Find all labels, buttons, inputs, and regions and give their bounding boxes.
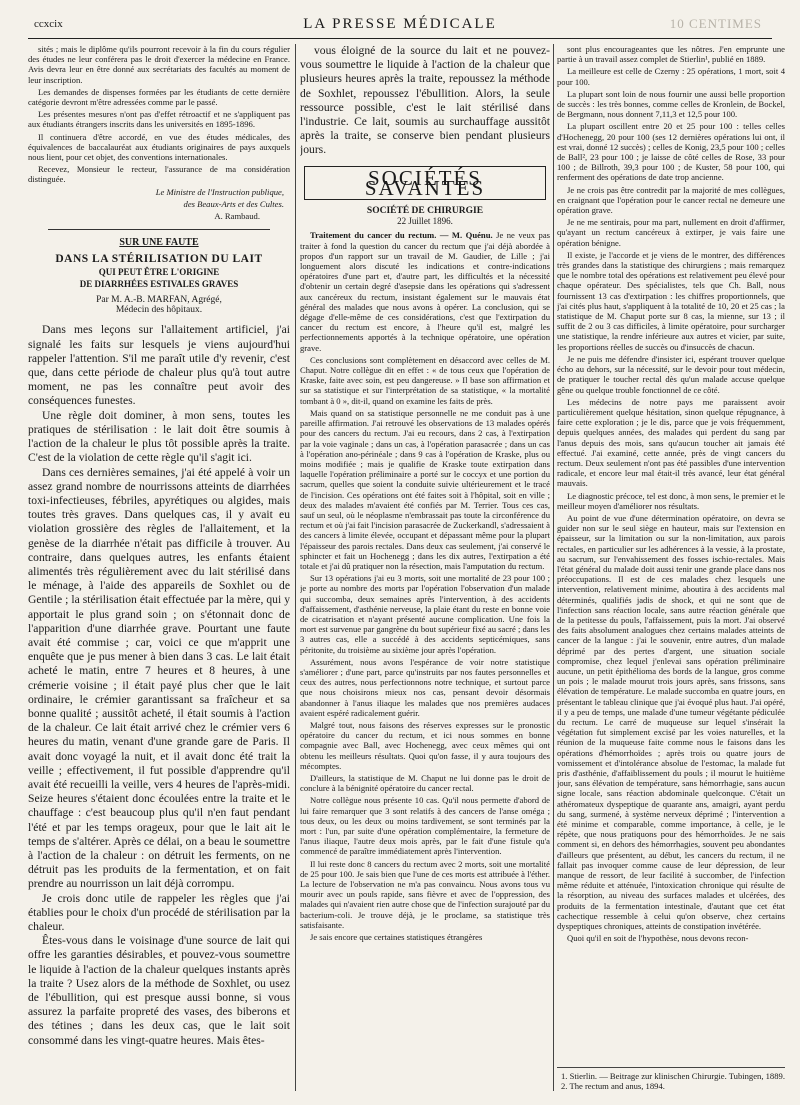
paragraph: Le diagnostic précoce, tel est donc, à mon sens, le premier et le meilleur moyen d'améliorer nos résultats.: [557, 490, 785, 511]
paragraph: Assurément, nous avons l'espérance de voir notre statistique s'améliorer ; d'une part, parce qu'instruits par nos fautes personnelles et ceux des autres, nous perfectionnons notre technique, et surtout parce que nous choisirons mieux nos cas, pensant devoir désormais abandonner à l'anus iliaque les malades que nos premières audaces avaient espéré radicalement guérir.: [300, 656, 550, 718]
paragraph: Il continuera d'être accordé, en vue des études médicales, des équivalences de baccalauréat aux étudiants originaires de pays auxquels nous lient, pour cet objet, des conventions internationales.: [28, 131, 290, 163]
paragraph: Recevez, Monsieur le recteur, l'assurance de ma considération distinguée.: [28, 164, 290, 185]
paragraph: Quoi qu'il en soit de l'hypothèse, nous devons recon-: [567, 933, 749, 944]
column-3: [557, 44, 785, 1091]
society-name: SOCIÉTÉ DE CHIRURGIE: [366, 206, 484, 217]
paragraph: Dans ces dernières semaines, j'ai été appelé à voir un assez grand nombre de nourrissons atteints de diarrhées toxi-infectieuses, fébriles, apyrétiques ou algides, mais toutes très graves. Dans quelques cas, il y avait eu violation grossière des règles de l'allaitement, et la genèse de la diarrhée n'était pas difficile à trouver. Au contraire, dans quelques autres, les enfants étaient alimentés très régulièrement avec du lait stérilisé dans le ménage, à l'aide des appareils de Soxhlet ou de Gentile ; la stérilisation était effectuée par la mère, qui y apportait le plus grand soin ; on s'étonnait donc de l'apparition d'une diarrhée grave. Pourtant une faute avait été commise ; car, voici ce que m'apprit une enquête que je pus mener à bien dans 3 cas. Le lait était acheté le matin, entre 7 heures et 8 heures, à une crémerie voisine ; il était payé plus cher que le lait ordinaire, le crémier garantissant sa fraîcheur et sa bonne qualité ; aussitôt acheté, il était soumis à l'action de la chaleur. Ce lait était arrivé chez le crémier vers 6 heures du matin, venant d'une grande gare de Paris. Il avait donc voyagé la nuit, et il avait donc été trait la veille ; effectivement, il fut possible d'apprendre qu'il avait été recueilli la veille, vers 4 heures de l'après-midi. Seize heures s'étaient donc écoulées entre la traite et le chauffage : c'est beaucoup plus qu'il n'en faut pendant l'été et par les temps orageux, pour que le lait ait le temps de s'altérer. Après ce délai, on a beau le soumettre à l'action de la chaleur : on détruit les ferments, on ne détruit pas les produits de la fermentation, et on fait prendre au nourrisson un lait déjà corrompu.: [28, 465, 290, 891]
society-report: [300, 355, 550, 942]
paragraph: D'ailleurs, la statistique de M. Chaput ne lui donne pas le droit de conclure à la bénignité opératoire du cancer rectal.: [300, 773, 550, 794]
society-report-continued: [557, 44, 785, 943]
paragraph: Sur 13 opérations j'ai eu 3 morts, soit une mortalité de 23 pour 100 ; je porte au nombre des morts par l'opération l'observation d'un malade qui succomba, deux semaines après l'intervention, à des accidents d'affaissement, d'asthénie nerveuse, la plaie étant du reste en bonne voie de cicatrisation et n'ayant présenté aucune complication. Une fois la mort est survenue par gangrène du bout supérieur fixé au sacré ; dans les 3 autres cas, elle a succédé à des accidents septicémiques, sans péritonite, du troisième au sixième jour après l'opération.: [300, 573, 550, 655]
paragraph: Les présentes mesures n'ont pas d'effet rétroactif et ne s'appliquent pas aux étudiants étrangers inscrits dans les universités en 1895-1896.: [28, 109, 290, 130]
paragraph: Je ne me sentirais, pour ma part, nullement en droit d'affirmer, qu'ayant un rectum cancéreux à extirper, je vais faire une opération bénigne.: [557, 217, 785, 248]
section-title: SOCIÉTÉS SAVANTES: [304, 166, 546, 200]
paragraph: Ces conclusions sont complètement en désaccord avec celles de M. Chaput. Notre collègue dit en effet : « de tous ceux que l'opération de Kraske, faite avec soin, est peu dangereuse. » Il base son affirmation et sur sa statistique et sur l'interprétation de sa statistique, « la mortalité tombant à 0 », dit-il, quand on examine les faits de près.: [300, 354, 550, 406]
footnotes: [557, 1067, 785, 1091]
paragraph: Il lui reste donc 8 cancers du rectum avec 2 morts, soit une mortalité de 25 pour 100. Je sais bien que l'une de ces morts est attribuée à l'éther. La lecture de l'observation ne m'a pas convaincu. Nous avons tous vu mourir avec un pouls rapide, sans fièvre et avec de l'oppression, des malades qui n'avaient rien autre chose que de l'infection surajouté par du bacterium-coli. Je trouve déjà, je le proclame, sa statistique très satisfaisante.: [300, 858, 550, 930]
signature-title: Le Ministre de l'Instruction publique,: [155, 186, 284, 197]
paragraph: Êtes-vous dans le voisinage d'une source de lait qui offre les garanties désirables, et pouvez-vous soumettre le liquide à l'action de la chaleur quelques instants après la traite ? Usez alors de la méthode de Soxhlet, ou usez de l'ébullition, qui est presque aussi bonne, si vous assurez la parfaite propreté des vases, des biberons et des tétines ; dans les deux cas, que le lait soit consommé dans les vingt-quatre heures. Mais êtes-: [28, 934, 290, 1047]
paragraph: Je crois donc utile de rappeler les règles que j'ai établies pour le choix d'un procédé de stérilisation par la chaleur.: [28, 891, 290, 933]
column-divider: [295, 44, 296, 1091]
article-subtitle: QUI PEUT ÊTRE L'ORIGINE: [98, 266, 220, 277]
paragraph: La meilleure est celle de Czerny : 25 opérations, 1 mort, soit 4 pour 100.: [557, 66, 785, 87]
lead-title: Traitement du cancer du rectum. — M. Quénu.: [310, 230, 493, 241]
society-date: 22 Juillet 1896.: [397, 216, 453, 227]
paragraph: La plupart sont loin de nous fournir une aussi belle proportion de succès : les très bonnes, comme celles de Kronlein, de Bockel, de Bergmann, nous donnent 7,11,3 et 12,5 pour 100.: [557, 88, 785, 120]
paragraph: Je sais encore que certaines statistiques étrangères: [310, 932, 483, 943]
signature-name: A. Rambaud.: [214, 211, 260, 222]
article-subtitle-2: DE DIARRHÉES ESTIVALES GRAVES: [79, 278, 239, 289]
lead-paragraph: [300, 230, 550, 352]
article-byline: Par M. A.-B. MARFAN, Agrégé,: [96, 295, 222, 306]
lead-text: Je ne veux pas traiter à fond la question du cancer du rectum que j'ai déjà abordée à propos d'un rapport sur un travail de M. Gaudier, de Lille ; j'ai longuement alors discuté les indications et contre-indications opératoires d'une part et, d'autre part, les difficultés et la nécessité d'obtenir un certain degré d'asepsie dans les opérations qui s'adressent aux cancéreux du rectum, insistant également sur le mauvais état général des malades que nous avons à opérer. La conclusion, qui se dégage d'elle-même de ces considérations, c'est que l'extirpation du cancer du rectum est encore, à l'heure qu'il est, malgré les perfectionnements apportés à la technique opératoire, une opération grave.: [300, 230, 550, 353]
signature-title-2: des Beaux-Arts et des Cultes.: [183, 198, 284, 209]
paragraph: Malgré tout, nous faisons des réserves expresses sur le pronostic opératoire du cancer du rectum, et ici nous sommes en bonne compagnie avec Ball, avec Hochenegg, avec ceux mêmes qui ont obtenu les meilleurs résultats. Quoi qu'on fasse, il y aura toujours des mécomptes.: [300, 719, 550, 771]
paragraph: Il existe, je l'accorde et je viens de le montrer, des différences très grandes dans la statistique des chirurgiens ; mais remarquez que le nombre total des opérations est relativement peu élevé pour chaque opérateur. Des spécialistes, tels que Ch. Ball, nous fournissent 13 cas d'extirpation : les chiffres proportionnels, que j'ai cités plus haut, s'appliquent à la totalité de 10, 20 et 25 cas ; la statistique de M. Chaput porte sur 8 cas, la mienne, sur 13 ; il suffit de 2 ou 3 cas difficiles, à limite opératoire, pour surcharger une statistique, la rendre inférieure aux autres et vicier, par suite, les proportions réelles de succès ou d'insuccès de chacun.: [557, 249, 785, 352]
bleed-through-text: 10 CENTIMES: [669, 16, 762, 31]
circular-text: [28, 44, 290, 185]
article-kicker: SUR UNE FAUTE: [119, 237, 199, 249]
paragraph: Je ne puis me défendre d'insister ici, espérant trouver quelque écho au dehors, sur la nécessité, sur le devoir pour tout médecin, de pratiquer le toucher rectal dès qu'un malade accuse quelque gêne ou quelque trouble fonctionnel de ce côté.: [557, 353, 785, 395]
paragraph: sont plus encourageantes que les nôtres. J'en emprunte une partie à un travail assez complet de Stierlin¹, publié en 1889.: [557, 44, 785, 65]
paragraph: 1. Stierlin. — Beitrage zur klinischen Chirurgie. Tubingen, 1889.: [561, 1070, 785, 1081]
paragraph: Au point de vue d'une détermination opératoire, on devra se guider non sur le seul siège en hauteur, mais sur l'extension en épaisseur, sur la limitation ou sur la non-limitation, aux parois rectales, en particulier sur les adhérences à la vessie, à la prostate, au sacrum, sur l'envahissement des fosses ischio-rectales. Mais l'état général du malade doit aussi tenir une grande place dans nos préoccupations. Il est de ces malades chez lesquels une intervention, relativement minime, aboutira à des accidents mal déterminés, qualifiés jadis de shock, et qui ne sont que de l'infection sans réaction locale, sans autre réaction générale que de la petitesse du pouls, l'affaissement, puis la mort. J'ai observé des faits absolument analogues chez certains malades atteints de cancer de la langue : j'ai le souvenir, entre autres, d'un malade déprimé par des pertes d'argent, une situation sociale compromise, chez lequel j'enlevai sans opération préliminaire aucune, un petit épithélioma des bords de la langue, gros comme un pois ; le malade mourut trois jours après, sans frissons, sans élévation de température. Le malade succomba en quatre jours, en présentant le tableau clinique que j'ai évoqué plus haut. J'ai opéré, il y a peu de temps, une malade d'une tumeur végétante pédiculée du rectum. Le carré de muqueuse sur lequel s'insérait la végétation fut simplement excisé par les voies naturelles, et la réunion de la muqueuse faite comme nous le faisons dans les opérations d'hémorrhoïdes ; après trois ou quatre jours de vomissement et d'intolérance absolue de l'estomac, la malade fut pris d'asthénie, d'affaiblissement du pouls ; il mourut le huitième jour, sans élévation de température, sans hémorrhagie, sans aucun signe locale, sans réaction abdominale quelconque. C'était un athéromateux dyspeptique de quarante ans, amaigri, ayant perdu du sang, surmené, à système nerveux déprimé ; l'intervention a été minime et comparable, comme importance, à celle, je le répète, que nous pratiquons pour des hémorrhoïdes. Je ne sais comment si, en dehors des hémorrhagies, souvent peu abondantes d'ailleurs que présentent, au début, les cancers du rectum, il ne fallait pas invoquer comme cause de leur dépression, de leur manque de ressort, de leur facilité à succomber, de l'infection même réduite et atténuée, l'intoxication chronique qui résulte de la résorption, au niveau des surfaces malades et ulcérées, des produits de la fermentation intestinale, d'autant que cet état cachectique ressemble à celui qu'on observe, chez certains dyspeptiques chroniques, atteints de constipation invétérée.: [557, 512, 785, 932]
paragraph: Notre collègue nous présente 10 cas. Qu'il nous permette d'abord de lui faire remarquer que 3 sont relatifs à des cancers de l'anse oméga ; tous deux, ou les deux ou moins tardivement, se sont terminés par la mort : l'un, par suite d'une opération complémentaire, la fermeture de l'anus iliaque, l'autre deux mois après, par le fait d'une fistule qu'a commencé de paraître immédiatement après l'intervention.: [300, 795, 550, 857]
page-number: ccxcix: [34, 18, 63, 30]
paragraph: Dans mes leçons sur l'allaitement artificiel, j'ai signalé les faits sur lesquels je viens aujourd'hui rappeler l'attention. S'il me paraît utile d'y revenir, c'est que, dans cette période de chaleur plus qu'à tout autre moment, ne pas les connaître peut avoir des conséquences funestes.: [28, 323, 290, 408]
paragraph: Je ne crois pas être contredit par la majorité de mes collègues, en craignant que l'opération pour le cancer rectal ne demeure une opération grave.: [557, 184, 785, 216]
paragraph: sités ; mais le diplôme qu'ils pourront recevoir à la fin du cours régulier des études ne leur conférera pas le droit d'exercer la médecine en France. Avis devra leur en être donné aux secrétariats des facultés au moment de leur inscription.: [28, 44, 290, 85]
paragraph: La plupart oscillent entre 20 et 25 pour 100 : telles celles d'Hochenegg, 20 pour 100 (ses 12 dernières opérations lui ont, il est vrai, donné 12 succès) ; celles de Konig, 23,5 pour 100 ; celles de Ball², 23 pour 100 ; je laisse de côté celles de Rose, 33 pour 100 ; de Billroth, 39,3 pour 100 ; de Kuster, 58 pour 100, qui renferment des opérations de date trop ancienne.: [557, 121, 785, 183]
paragraph: vous éloigné de la source du lait et ne pouvez-vous soumettre le liquide à l'action de la chaleur que plusieurs heures après la traite, repoussez la méthode de Soxhlet, repoussez l'ébullition. Alors, la seule ressource possible, c'est le lait stérilisé dans l'industrie. Ce lait, soumis au surchauffage aussitôt après la traite, se conserve bien pendant plusieurs jours.: [300, 44, 550, 157]
column-1: [28, 44, 290, 1091]
journal-title: LA PRESSE MÉDICALE: [303, 16, 497, 32]
paragraph: 2. The rectum and anus, 1894.: [561, 1080, 665, 1091]
paragraph: Les médecins de notre pays me paraissent avoir particulièrement quelque hésitation, sinon quelque répugnance, à faire cette exploration ; je le dis, parce que je vois fréquemment, depuis quelques années, des malades qui perdent du sang par l'anus depuis des mois, sans qu'aucun toucher ait jamais été effectué. J'ai examiné, cette année, près de vingt cancers du rectum. Deux seulement n'ont pas été passibles d'une intervention radicale, et encore leur mal était-il très avancé, leur état général mauvais.: [557, 396, 785, 489]
article-body: [28, 323, 290, 1047]
paragraph: Mais quand on sa statistique personnelle ne me conduit pas à une pareille affirmation. J'ai retrouvé les observations de 13 malades opérés pour des cancers du rectum. J'ai eu recours, dans 2 cas, à l'extirpation par la voie vaginale ; dans un cas, à l'opération parasacrée ; dans un cas à l'opération ano-périnéale ; dans 9 cas à l'opération de Kraske, plus ou moins modifiée ; mais je qualifie de Kraske toute extirpation dans laquelle l'opération préliminaire a porté sur le coccyx et une portion du sacrum, quelles que soient la conduite suivie ultérieurement et le tracé de l'incision. Ces opérations ont été faites soit à l'hôpital, soit en ville ; deux des malades m'avaient été confiés par M. Terrier. Tous ces cas, sauf un seul, où le néoplasme n'embrassait pas toute la circonférence du rectum et où j'ai fait l'incision parasacrée de Zuckerkandl, s'adressaient à des cancers à limite élevée, occupant et dépassant même pour la plupart l'épaisseur des parois rectales. Dans deux cas seulement, j'ai conservé le sphincter et fait un Hochenegg ; dans les dix autres, l'extirpation a été totale et j'ai dû pratiquer non la résection, mais l'amputation du rectum.: [300, 407, 550, 571]
page-header: [28, 14, 772, 39]
paragraph: Les demandes de dispenses formées par les étudiants de cette dernière catégorie devront m'être adressées comme par le passé.: [28, 86, 290, 108]
article-separator: [48, 229, 270, 230]
paragraph: Une règle doit dominer, à mon sens, toutes les pratiques de stérilisation : le lait doit être soumis à l'action de la chaleur le plus tôt possible après la traite. C'est de la violation de cette règle qu'il s'agit ici.: [28, 408, 290, 465]
column-2: [300, 44, 550, 1091]
article-byline-sub: Médecin des hôpitaux.: [115, 305, 203, 316]
column-divider: [553, 44, 554, 1091]
article-continuation: [300, 44, 550, 158]
article-title: DANS LA STÉRILISATION DU LAIT: [55, 253, 263, 266]
